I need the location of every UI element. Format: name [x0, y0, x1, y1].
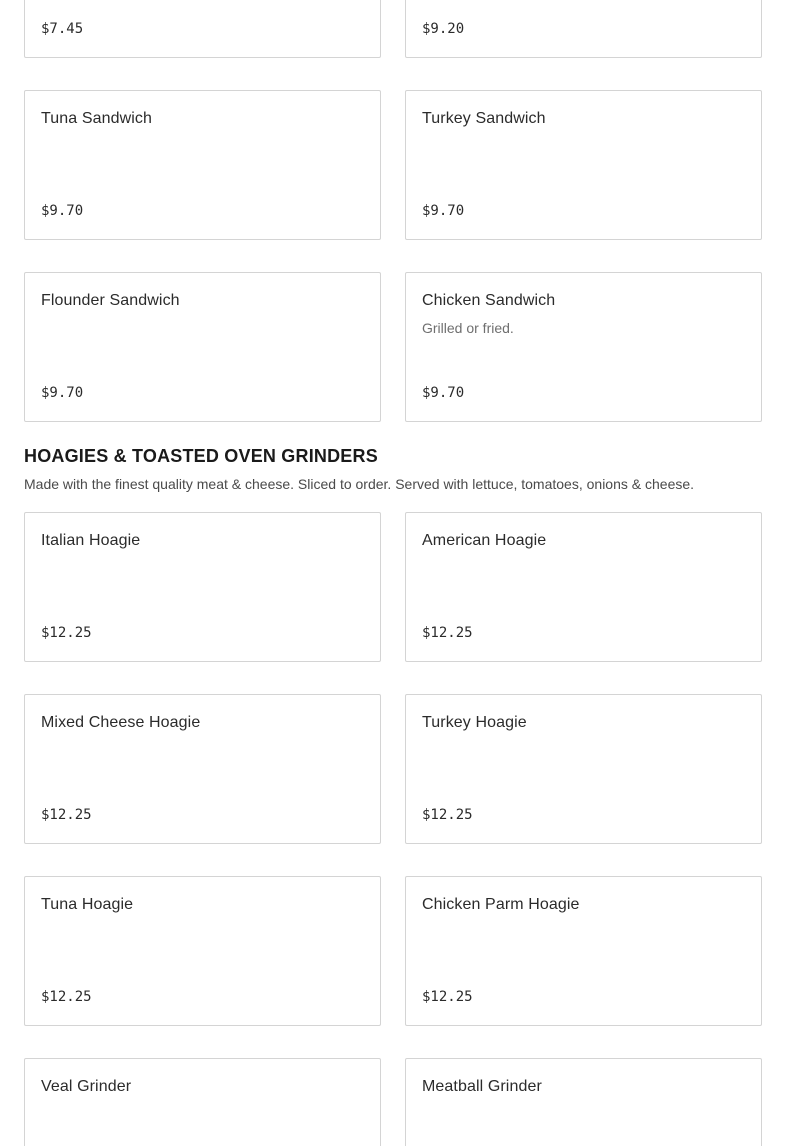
menu-item-price: $7.45	[41, 21, 84, 37]
menu-item-name: American Hoagie	[422, 532, 547, 549]
menu-item-description: Grilled or fried.	[422, 320, 514, 336]
menu-item-price: $9.70	[422, 203, 465, 219]
menu-item-card-turkey-sandwich[interactable]	[405, 90, 762, 240]
menu-item-price: $9.70	[41, 385, 84, 401]
menu-item-card[interactable]	[405, 0, 762, 58]
section-description: Made with the finest quality meat & cheese. Sliced to order. Served with lettuce, tomatoes, onions & cheese.	[24, 476, 695, 492]
menu-item-card-meatball-grinder[interactable]	[405, 1058, 762, 1146]
menu-item-name: Turkey Sandwich	[422, 110, 546, 127]
menu-item-price: $12.25	[41, 989, 92, 1005]
menu-item-name: Italian Hoagie	[41, 532, 141, 549]
menu-item-name: Chicken Sandwich	[422, 292, 556, 309]
menu-item-price: $12.25	[41, 807, 92, 823]
menu-item-name: Meatball Grinder	[422, 1078, 542, 1095]
menu-item-name: Mixed Cheese Hoagie	[41, 714, 201, 731]
menu-item-price: $9.70	[41, 203, 84, 219]
menu-item-price: $12.25	[41, 625, 92, 641]
menu-item-name: Tuna Hoagie	[41, 896, 134, 913]
menu-item-name: Veal Grinder	[41, 1078, 132, 1095]
menu-item-card-mixed-cheese-hoagie[interactable]	[24, 694, 381, 844]
menu-item-price: $12.25	[422, 625, 473, 641]
menu-item-name: Tuna Sandwich	[41, 110, 152, 127]
menu-item-name: Chicken Parm Hoagie	[422, 896, 580, 913]
menu-item-card-turkey-hoagie[interactable]	[405, 694, 762, 844]
menu-item-card-veal-grinder[interactable]	[24, 1058, 381, 1146]
menu-item-card-american-hoagie[interactable]	[405, 512, 762, 662]
menu-item-name: Flounder Sandwich	[41, 292, 180, 309]
menu-item-price: $12.25	[422, 807, 473, 823]
menu-item-card-chicken-parm-hoagie[interactable]	[405, 876, 762, 1026]
menu-item-price: $12.25	[422, 989, 473, 1005]
menu-item-price: $9.70	[422, 385, 465, 401]
menu-item-card-tuna-hoagie[interactable]	[24, 876, 381, 1026]
menu-item-card-chicken-sandwich[interactable]	[405, 272, 762, 422]
section-title: HOAGIES & TOASTED OVEN GRINDERS	[24, 446, 378, 466]
menu-item-name: Turkey Hoagie	[422, 714, 527, 731]
menu-item-card-italian-hoagie[interactable]	[24, 512, 381, 662]
menu-item-card[interactable]	[24, 0, 381, 58]
menu-item-card-flounder-sandwich[interactable]	[24, 272, 381, 422]
menu-item-card-tuna-sandwich[interactable]	[24, 90, 381, 240]
menu-item-price: $9.20	[422, 21, 465, 37]
